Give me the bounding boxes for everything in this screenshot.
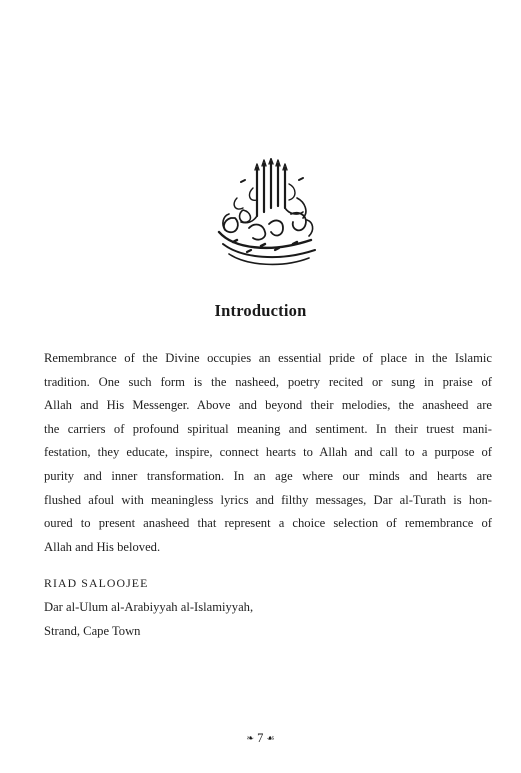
page-number-value: 7 xyxy=(257,731,264,745)
author-name: RIAD SALOOJEE xyxy=(44,576,149,590)
author-signature xyxy=(44,572,253,643)
paragraph-line: tradition. One such form is the nasheed, poetry recited or sung in praise of xyxy=(44,374,492,389)
author-address-line: Strand, Cape Town xyxy=(44,623,141,638)
paragraph-line: purity and inner transformation. In an age where our minds and hearts are xyxy=(44,468,492,483)
right-ornament-icon: ☙ xyxy=(266,733,275,743)
introduction-paragraph xyxy=(44,347,492,559)
paragraph-line: festation, they educate, inspire, connect hearts to Allah and call to a purpose of xyxy=(44,445,492,460)
paragraph-line: Allah and His Messenger. Above and beyond their melodies, the anasheed are xyxy=(44,398,492,413)
paragraph-line: Remembrance of the Divine occupies an essential pride of place in the Islamic xyxy=(44,351,492,365)
paragraph-line: Allah and His beloved. xyxy=(44,539,161,554)
bismillah-calligraphy-icon xyxy=(213,158,321,270)
author-address-line: Dar al-Ulum al-Arabiyyah al-Islamiyyah, xyxy=(44,599,254,614)
page-number xyxy=(0,731,521,746)
page-title: Introduction xyxy=(214,301,307,320)
paragraph-line: the carriers of profound spiritual meaning and sentiment. In their truest mani- xyxy=(44,421,492,436)
paragraph-line: oured to present anasheed that represent a choice selection of remembrance of xyxy=(44,516,492,531)
left-ornament-icon: ❧ xyxy=(246,733,254,743)
paragraph-line: flushed afoul with meaningless lyrics and filthy messages, Dar al-Turath is hon- xyxy=(44,492,492,507)
